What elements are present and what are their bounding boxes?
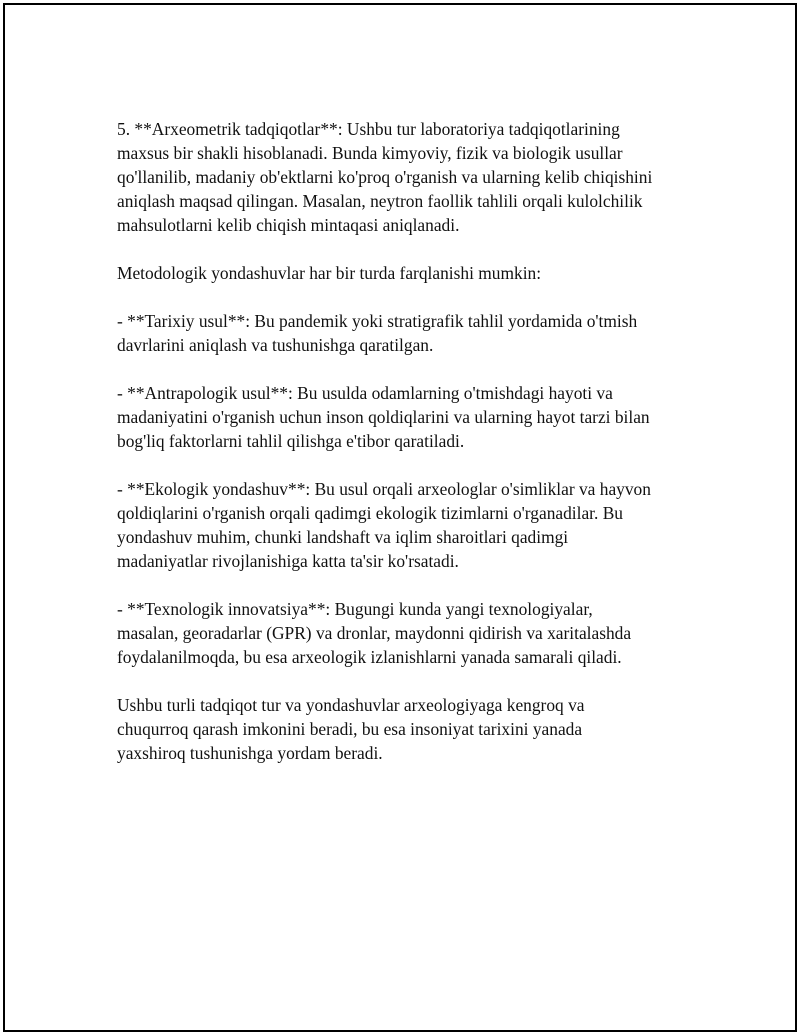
text-line: - **Texnologik innovatsiya**: Bugungi kunda yangi texnologiyalar, — [117, 599, 593, 619]
text-line: aniqlash maqsad qilingan. Masalan, neytron faollik tahlili orqali kulolchilik — [117, 191, 643, 211]
text-line: Metodologik yondashuvlar har bir turda farqlanishi mumkin: — [117, 263, 542, 283]
text-line: foydalanilmoqda, bu esa arxeologik izlanishlarni yanada samarali qiladi. — [117, 647, 622, 667]
text-line: maxsus bir shakli hisoblanadi. Bunda kimyoviy, fizik va biologik usullar — [117, 143, 623, 163]
text-line: - **Antrapologik usul**: Bu usulda odamlarning o'tmishdagi hayoti va — [117, 383, 613, 403]
text-line: mahsulotlarni kelib chiqish mintaqasi aniqlanadi. — [117, 215, 460, 235]
text-line: davrlarini aniqlash va tushunishga qaratilgan. — [117, 335, 434, 355]
text-line: yondashuv muhim, chunki landshaft va iqlim sharoitlari qadimgi — [117, 527, 569, 547]
paragraph-metodologik — [117, 261, 697, 285]
text-line: qoldiqlarini o'rganish orqali qadimgi ekologik tizimlarni o'rganadilar. Bu — [117, 503, 624, 523]
text-line: 5. **Arxeometrik tadqiqotlar**: Ushbu tur laboratoriya tadqiqotlarining — [117, 119, 620, 139]
text-line: - **Ekologik yondashuv**: Bu usul orqali arxeologlar o'simliklar va hayvon — [117, 479, 651, 499]
document-body — [117, 117, 697, 789]
text-line: yaxshiroq tushunishga yordam beradi. — [117, 743, 383, 763]
paragraph-conclusion — [117, 693, 697, 765]
paragraph-ekologik-yondashuv — [117, 477, 697, 573]
paragraph-arxeometrik — [117, 117, 697, 237]
text-line: madaniyatini o'rganish uchun inson qoldiqlarini va ularning hayot tarzi bilan — [117, 407, 650, 427]
paragraph-tarixiy-usul — [117, 309, 697, 357]
text-line: qo'llanilib, madaniy ob'ektlarni ko'proq o'rganish va ularning kelib chiqishini — [117, 167, 653, 187]
paragraph-texnologik-innovatsiya — [117, 597, 697, 669]
text-line: madaniyatlar rivojlanishiga katta ta'sir ko'rsatadi. — [117, 551, 459, 571]
text-line: Ushbu turli tadqiqot tur va yondashuvlar arxeologiyaga kengroq va — [117, 695, 585, 715]
paragraph-antrapologik-usul — [117, 381, 697, 453]
text-line: bog'liq faktorlarni tahlil qilishga e'tibor qaratiladi. — [117, 431, 465, 451]
text-line: masalan, georadarlar (GPR) va dronlar, maydonni qidirish va xaritalashda — [117, 623, 632, 643]
text-line: chuqurroq qarash imkonini beradi, bu esa insoniyat tarixini yanada — [117, 719, 583, 739]
text-line: - **Tarixiy usul**: Bu pandemik yoki stratigrafik tahlil yordamida o'tmish — [117, 311, 638, 331]
